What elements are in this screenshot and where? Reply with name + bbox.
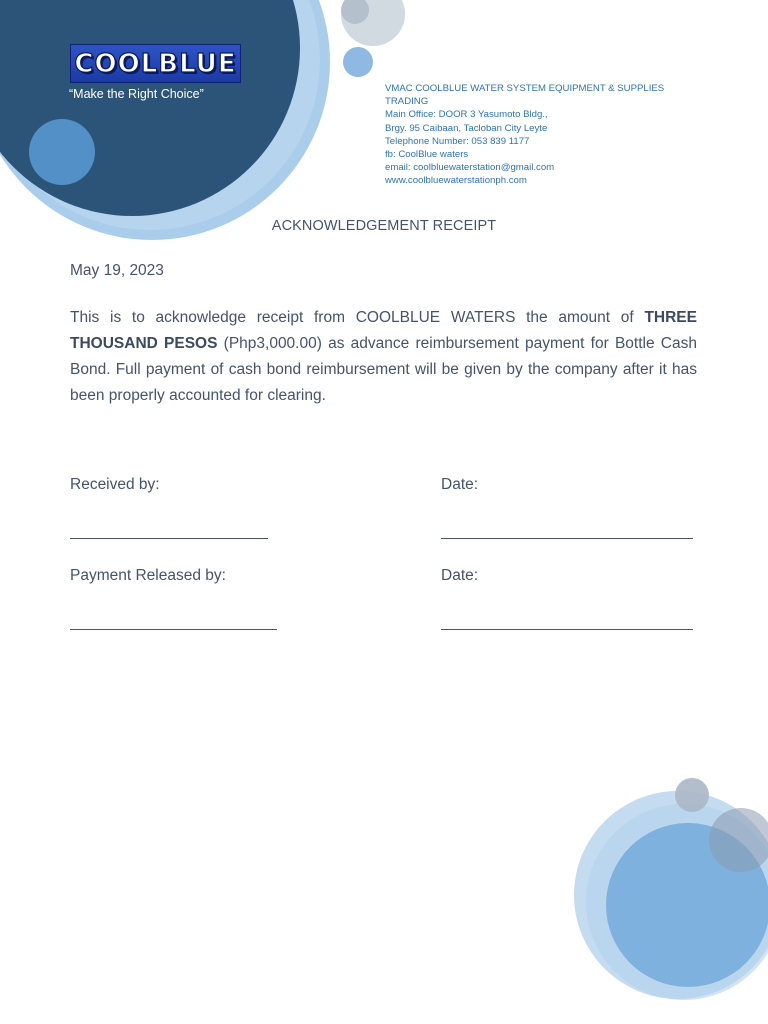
body-text-part1: This is to acknowledge receipt from COOLBLUE WATERS the amount of [70, 309, 645, 326]
company-info-line: Telephone Number: 053 839 1177 [385, 135, 530, 147]
company-info-line: TRADING [385, 96, 429, 108]
received-by-signature-line [70, 538, 268, 539]
deco-circle-blue-small [343, 47, 373, 77]
deco-circle-bottom-gray-small [675, 778, 709, 812]
body-text-part2: (Php3,000.00) as advance reimbursement payment for Bottle Cash Bond. Full payment of cash bond reimbursement will be given by the company after it has been properly accounted for clearing. [70, 335, 697, 404]
company-info-line: VMAC COOLBLUE WATER SYSTEM EQUIPMENT & SUPPLIES [385, 83, 665, 94]
logo-text: COOLBLUE [74, 48, 237, 79]
company-info-line: Main Office: DOOR 3 Yasumoto Bldg., [385, 109, 548, 121]
amount-in-words: THREE THOUSAND PESOS [70, 309, 697, 352]
released-date-line [441, 629, 693, 630]
received-date-line [441, 538, 693, 539]
company-info-line: Brgy. 95 Caibaan, Tacloban City Leyte [385, 122, 548, 134]
company-info-line: email: coolbluewaterstation@gmail.com [385, 162, 555, 174]
acknowledgement-paragraph [70, 305, 697, 409]
company-info-line: www.coolbluewaterstationph.com [385, 175, 527, 187]
released-by-signature-line [70, 629, 277, 630]
brand-tagline: “Make the Right Choice” [69, 87, 204, 101]
received-by-label: Received by: [70, 476, 160, 493]
document-title: ACKNOWLEDGEMENT RECEIPT [271, 218, 497, 234]
deco-circle-small-blue [29, 119, 95, 185]
document-date: May 19, 2023 [70, 262, 164, 279]
date-label-released: Date: [441, 567, 479, 584]
company-info-line: fb: CoolBlue waters [385, 149, 469, 161]
coolblue-logo [70, 44, 241, 83]
company-info [385, 82, 685, 188]
date-label-received: Date: [441, 476, 479, 493]
payment-released-by-label: Payment Released by: [70, 567, 226, 584]
